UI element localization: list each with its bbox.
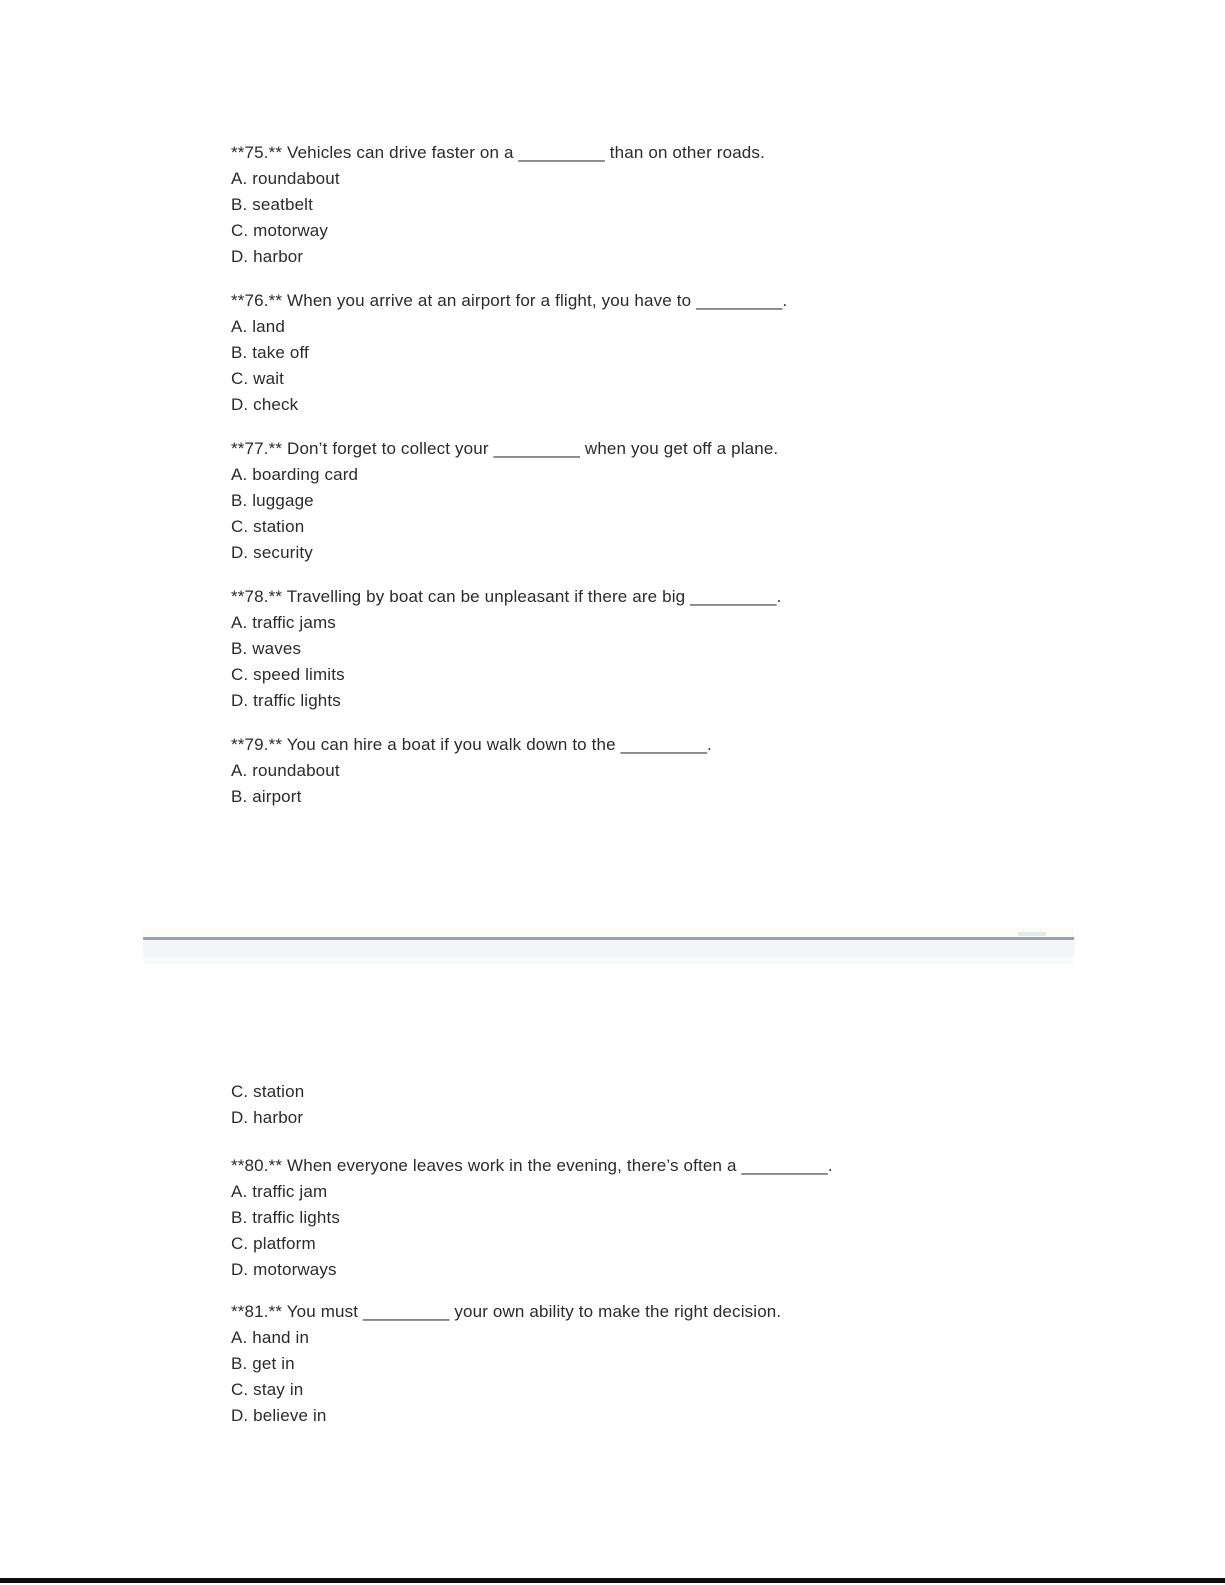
answer-option: A. roundabout	[231, 169, 340, 188]
answer-option: B. waves	[231, 639, 302, 658]
question-79-block	[231, 732, 991, 810]
answer-option: D. traffic lights	[231, 691, 341, 710]
answer-option: A. traffic jams	[231, 613, 336, 632]
answer-option: D. check	[231, 395, 299, 414]
page-gap-shadow	[143, 940, 1074, 958]
question-prompt: **80.** When everyone leaves work in the evening, there’s often a _________.	[231, 1156, 833, 1175]
answer-option: C. speed limits	[231, 665, 345, 684]
answer-option: A. boarding card	[231, 465, 359, 484]
answer-option: B. seatbelt	[231, 195, 313, 214]
question-76-block	[231, 288, 991, 418]
answer-option: B. get in	[231, 1354, 295, 1373]
answer-option: C. station	[231, 517, 305, 536]
answer-option: C. wait	[231, 369, 285, 388]
question-80-block	[231, 1153, 991, 1283]
answer-option: C. stay in	[231, 1380, 304, 1399]
answer-option: D. harbor	[231, 247, 304, 266]
answer-option: A. roundabout	[231, 761, 340, 780]
answer-option: C. platform	[231, 1234, 316, 1253]
answer-option: B. traffic lights	[231, 1208, 340, 1227]
answer-option: C. station	[231, 1082, 305, 1101]
answer-option: D. believe in	[231, 1406, 327, 1425]
answer-option: A. land	[231, 317, 285, 336]
question-prompt: **76.** When you arrive at an airport for a flight, you have to _________.	[231, 291, 788, 310]
question-79-continuation-block	[231, 1079, 991, 1131]
answer-option: D. harbor	[231, 1108, 304, 1127]
question-prompt: **79.** You can hire a boat if you walk down to the _________.	[231, 735, 712, 754]
answer-option: B. take off	[231, 343, 309, 362]
answer-option: D. motorways	[231, 1260, 337, 1279]
answer-option: A. traffic jam	[231, 1182, 328, 1201]
answer-option: A. hand in	[231, 1328, 310, 1347]
page-divider-streak	[1018, 932, 1046, 936]
answer-option: B. luggage	[231, 491, 314, 510]
question-prompt: **81.** You must _________ your own ability to make the right decision.	[231, 1302, 782, 1321]
page-gap-fade	[143, 958, 1074, 964]
answer-option: C. motorway	[231, 221, 329, 240]
bottom-window-edge	[0, 1578, 1225, 1583]
question-prompt: **77.** Don’t forget to collect your _________ when you get off a plane.	[231, 439, 779, 458]
page-bottom-edge	[143, 928, 1074, 937]
question-81-block	[231, 1299, 991, 1429]
question-77-block	[231, 436, 991, 566]
question-78-block	[231, 584, 991, 714]
question-75-block	[231, 140, 991, 270]
question-prompt: **78.** Travelling by boat can be unpleasant if there are big _________.	[231, 587, 782, 606]
answer-option: D. security	[231, 543, 313, 562]
answer-option: B. airport	[231, 787, 302, 806]
question-prompt: **75.** Vehicles can drive faster on a _________ than on other roads.	[231, 143, 765, 162]
